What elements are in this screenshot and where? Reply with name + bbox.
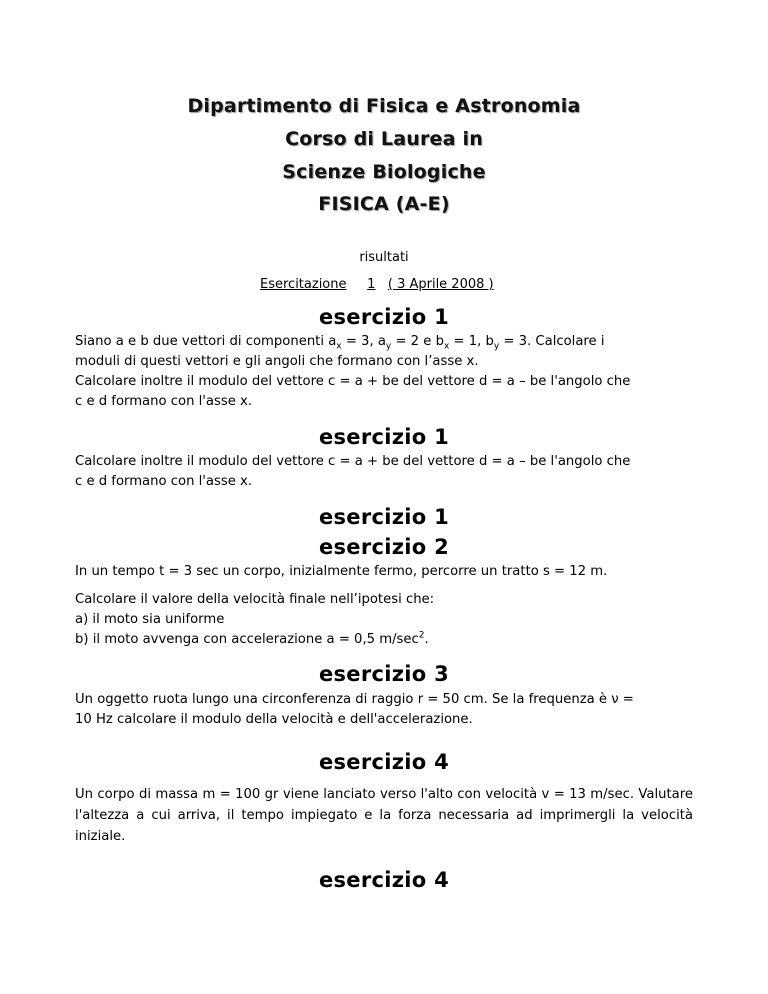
exercise-1-text — [75, 332, 693, 412]
text-line: 10 Hz calcolare il modulo della velocità e dell'accelerazione. — [75, 712, 473, 727]
exercise-1-repeat-text — [75, 452, 693, 492]
exercise-3-text — [75, 690, 693, 730]
department-title: Dipartimento di Fisica e Astronomia — [187, 95, 581, 117]
degree-heading: Scienze Biologiche — [282, 161, 486, 183]
text-line: moduli di questi vettori e gli angoli che formano con l’asse x. — [75, 354, 479, 369]
section-title: esercizio 3 — [318, 662, 450, 686]
exercise-session-number: 1 — [367, 277, 376, 292]
exercise-session-label: Esercitazione — [260, 277, 347, 292]
section-title: esercizio 2 — [318, 535, 450, 559]
section-title: esercizio 4 — [318, 750, 450, 774]
text-line: c e d formano con l'asse x. — [75, 474, 253, 489]
exercise-2-text — [75, 590, 693, 650]
section-title: esercizio 1 — [318, 305, 450, 329]
course-heading: Corso di Laurea in — [285, 128, 483, 150]
subject-heading: FISICA (A-E) — [318, 193, 450, 215]
exercise-4-text: Un corpo di massa m = 100 gr viene lanciato verso l'alto con velocità v = 13 m/sec. Valutare l'altezza a cui arriva, il tempo impiegato e la forza necessaria ad imprimergli la velocità iniziale. — [75, 787, 693, 844]
text-line: Siano a e b due vettori di componenti $a_x = 3$, $a_y = 2$ e $b_x = 1$, $b_y = 3$. Calcolare i — [75, 334, 605, 352]
section-title: esercizio 4 — [318, 868, 450, 892]
text-line: c e d formano con l'asse x. — [75, 394, 253, 409]
section-title: esercizio 1 — [318, 505, 450, 529]
text-line: Calcolare inoltre il modulo del vettore c = a + be del vettore d = a – be l'angolo che — [75, 374, 631, 389]
section-title: esercizio 1 — [318, 425, 450, 449]
exercise-2-intro: In un tempo t = 3 sec un corpo, inizialmente fermo, percorre un tratto s = 12 m. — [75, 564, 608, 579]
text-line: Calcolare inoltre il modulo del vettore c = a + be del vettore d = a – be l'angolo che — [75, 454, 631, 469]
text-line: Calcolare il valore della velocità finale nell’ipotesi che: — [75, 592, 435, 607]
exercise-session-line — [260, 277, 494, 292]
text-line: b) il moto avvenga con accelerazione a = 0,5 $m/\sec^2$. — [75, 630, 429, 647]
text-line: a) il moto sia uniforme — [75, 612, 225, 627]
text-line: Un oggetto ruota lungo una circonferenza di raggio r = 50 cm. Se la frequenza è ν = — [75, 692, 634, 707]
exercise-session-date: ( 3 Aprile 2008 ) — [387, 277, 494, 292]
results-label: risultati — [359, 250, 409, 265]
